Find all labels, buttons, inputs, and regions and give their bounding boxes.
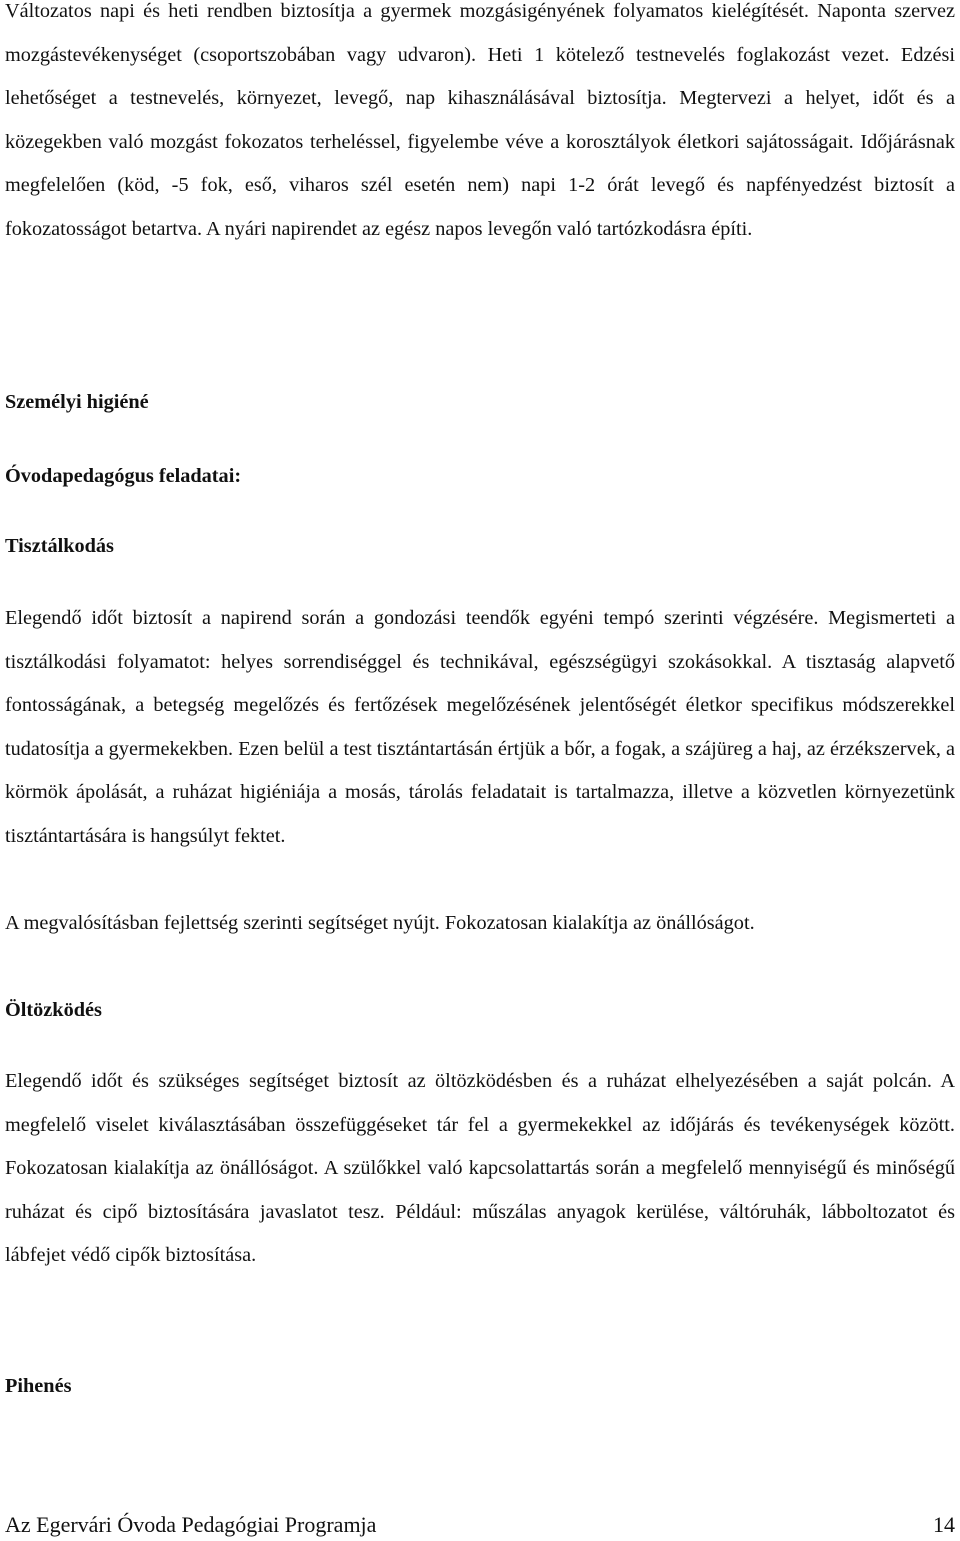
heading-ovodapedagogus-feladatai: Óvodapedagógus feladatai:: [5, 465, 242, 487]
tisztalkodas-paragraph: Elegendő időt biztosít a napirend során a gondozási teendők egyéni tempó szerinti végzésére. Megismerteti a tisztálkodási folyamatot: helyes sorrendiséggel és technikával, egészségügyi szokásokkal. A tisztaság alapvető fontosságának, a betegség megelőzés és fertőzések megelőzésének jelentőségét életkor specifikus módszerekkel tudatosítja a gyermekekben. Ezen belül a test tisztántartásán értjük a bőr, a fogak, a szájüreg a haj, az érzékszervek, a körmök ápolását, a ruházat higiéniája a mosás, tárolás feladatait is tartalmazza, illetve a közvetlen környezetünk tisztántartására is hangsúlyt fektet.: [5, 607, 955, 847]
intro-paragraph: Változatos napi és heti rendben biztosítja a gyermek mozgásigényének folyamatos kielégítését. Naponta szervez mozgástevékenységet (csoportszobában vagy udvaron). Heti 1 kötelező testnevelés foglakozást vezet. Edzési lehetőséget a testnevelés, környezet, levegő, nap kihasználásával biztosítja. Megtervezi a helyet, időt és a közegekben való mozgást fokozatos terheléssel, figyelembe véve a korosztályok életkori sajátosságait. Időjárásnak megfelelően (köd, -5 fok, eső, viharos szél esetén nem) napi 1-2 órát levegő és napfényedzést biztosít a fokozatosságot betartva. A nyári napirendet az egész napos levegőn való tartózkodásra építi.: [5, 0, 955, 240]
page-footer: [5, 1510, 955, 1540]
footer-title: Az Egervári Óvoda Pedagógiai Programja: [5, 1512, 377, 1537]
heading-pihenes: Pihenés: [5, 1375, 72, 1397]
heading-oltozkodes: Öltözködés: [5, 999, 102, 1021]
page-number: 14: [933, 1512, 955, 1537]
heading-szemelyi-higiene: Személyi higiéné: [5, 391, 149, 413]
megvalositas-paragraph: A megvalósításban fejlettség szerinti segítséget nyújt. Fokozatosan kialakítja az önállóságot.: [5, 912, 755, 934]
oltozkodes-paragraph: Elegendő időt és szükséges segítséget biztosít az öltözködésben és a ruházat elhelyezésében a saját polcán. A megfelelő viselet kiválasztásában összefüggéseket tár fel a gyermekekkel az időjárás és tevékenységek között. Fokozatosan kialakítja az önállóságot. A szülőkkel való kapcsolattartás során a megfelelő mennyiségű és minőségű ruházat és cipő biztosítására javaslatot tesz. Például: műszálas anyagok kerülése, váltóruhák, lábboltozatot és lábfejet védő cipők biztosítása.: [5, 1070, 955, 1267]
heading-tisztalkodas: Tisztálkodás: [5, 535, 114, 557]
